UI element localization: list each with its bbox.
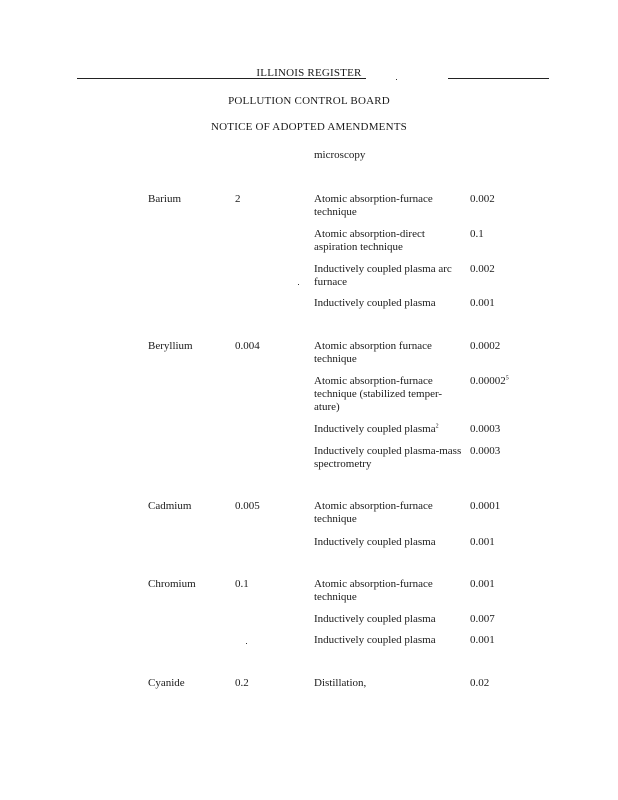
- footnote-marker: 5: [505, 375, 509, 382]
- method-label: Atomic absorption furnace technique: [314, 340, 432, 365]
- detection-limit: [470, 423, 500, 436]
- detection-limit-value: 0.0002: [470, 340, 501, 352]
- method-label: Inductively coupled plasma: [314, 613, 436, 625]
- method-text: [314, 340, 462, 366]
- notice-title: NOTICE OF ADOPTED AMENDMENTS: [211, 121, 407, 133]
- mcl-value: 0.2: [235, 677, 249, 689]
- detection-limit: [470, 340, 500, 353]
- detection-limit: [470, 613, 495, 626]
- method-text: [314, 578, 462, 604]
- detection-limit: [470, 228, 484, 241]
- register-title: ILLINOIS REGISTER: [256, 67, 362, 79]
- detection-limit-value: 0.0001: [470, 500, 501, 512]
- detection-limit-value: 0.001: [470, 297, 495, 309]
- method-label: Inductively coupled plasma: [314, 423, 436, 435]
- detection-limit-value: 0.02: [470, 677, 490, 689]
- scan-speck: [396, 79, 397, 80]
- detection-limit-value: 0.002: [470, 193, 495, 205]
- analyte-name: Barium: [148, 193, 181, 205]
- detection-limit: [470, 297, 495, 310]
- board-title: POLLUTION CONTROL BOARD: [228, 95, 390, 107]
- method-label: Inductively coupled plasma: [314, 297, 436, 309]
- detection-limit-value: 0.002: [470, 263, 495, 275]
- detection-limit: [470, 375, 509, 388]
- method-text: [314, 445, 462, 471]
- analyte-name: Chromium: [148, 578, 196, 590]
- scan-speck: [246, 643, 247, 644]
- method-text: [314, 634, 462, 647]
- method-label: Distillation,: [314, 677, 367, 689]
- detection-limit-value: 0.001: [470, 578, 495, 590]
- detection-limit-value: 0.00002: [470, 375, 506, 387]
- method-label: Inductively coupled plasma arc furnace: [314, 263, 452, 288]
- detection-limit: [470, 634, 495, 647]
- method-text: [314, 193, 462, 219]
- scan-speck: [298, 284, 299, 285]
- method-text: [314, 423, 462, 436]
- method-label: Atomic absorption-furnace technique: [314, 193, 433, 218]
- footnote-marker: 2: [435, 423, 439, 430]
- continuation-text: microscopy: [314, 149, 366, 161]
- detection-limit: [470, 445, 500, 458]
- detection-limit-value: 0.001: [470, 536, 495, 548]
- method-label: Atomic absorption-furnace technique: [314, 500, 433, 525]
- method-label: Inductively coupled plasma: [314, 536, 436, 548]
- detection-limit: [470, 263, 495, 276]
- method-label: Inductively coupled plasma-mass spectrometry: [314, 445, 462, 470]
- mcl-value: 0.1: [235, 578, 249, 590]
- method-text: [314, 536, 462, 549]
- detection-limit-value: 0.1: [470, 228, 484, 240]
- detection-limit: [470, 500, 500, 513]
- analyte-name: Cadmium: [148, 500, 192, 512]
- method-text: [314, 228, 462, 254]
- detection-limit: [470, 578, 495, 591]
- method-label: Atomic absorption-furnace technique (stabilized temper-ature): [314, 375, 443, 413]
- mcl-value: 0.005: [235, 500, 260, 512]
- method-label: Inductively coupled plasma: [314, 634, 436, 646]
- analyte-name: Cyanide: [148, 677, 185, 689]
- method-label: Atomic absorption-furnace technique: [314, 578, 433, 603]
- method-label: Atomic absorption-direct aspiration technique: [314, 228, 425, 253]
- mcl-value: 0.004: [235, 340, 260, 352]
- method-text: [314, 613, 462, 626]
- method-text: [314, 677, 462, 690]
- detection-limit: [470, 536, 495, 549]
- detection-limit-value: 0.0003: [470, 423, 501, 435]
- method-text: [314, 375, 462, 414]
- mcl-value: 2: [235, 193, 241, 205]
- method-text: [314, 500, 462, 526]
- detection-limit-value: 0.0003: [470, 445, 501, 457]
- method-text: [314, 263, 462, 289]
- detection-limit: [470, 677, 489, 690]
- detection-limit-value: 0.007: [470, 613, 495, 625]
- analyte-name: Beryllium: [148, 340, 193, 352]
- detection-limit: [470, 193, 495, 206]
- method-text: [314, 297, 462, 310]
- detection-limit-value: 0.001: [470, 634, 495, 646]
